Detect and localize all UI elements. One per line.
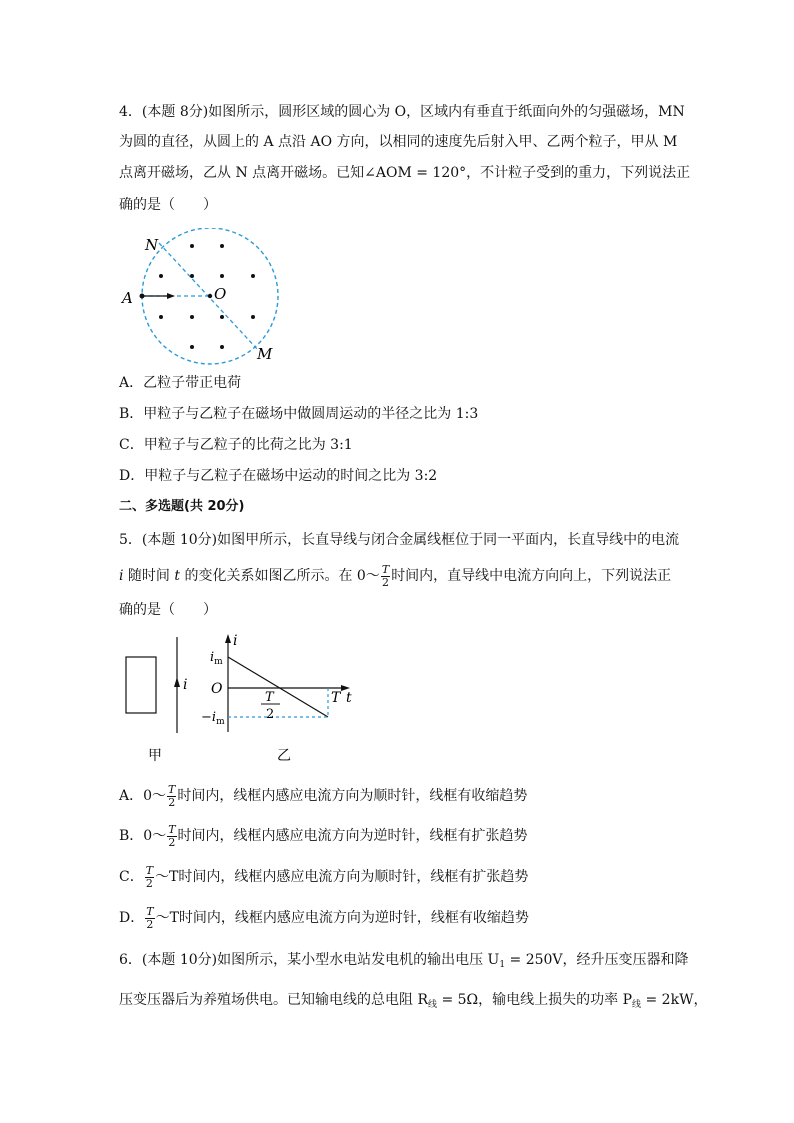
label-A: A: [122, 289, 133, 307]
q4-option-c: C．甲粒子与乙粒子的比荷之比为 3:1: [119, 437, 353, 453]
q5-line-2: i 随时间 t 的变化关系如图乙所示。在 0～ $\frac{T}{2}$ 时间内，直导线中电流方向向上，下列说法正: [119, 562, 672, 589]
figure-jia-caption: 甲: [148, 748, 162, 764]
q5-current-figure: [120, 632, 360, 767]
q4-option-b: B．甲粒子与乙粒子在磁场中做圆周运动的半径之比为 1:3: [119, 406, 479, 422]
im-tick-label: $i_m$: [210, 650, 223, 667]
half-T-numerator: T: [265, 690, 274, 705]
q5-option-c: C． $\frac{T}{2}$ ～T时间内，线框内感应电流方向为顺时针，线框有扩张趋势: [119, 863, 529, 890]
q4-magnetic-field-figure: [115, 228, 290, 368]
q5-line-1: 5．(本题 10分)如图甲所示，长直导线与闭合金属线框位于同一平面内，长直导线中的电流: [119, 532, 680, 548]
axis-i-label: i: [233, 633, 238, 649]
wire-current-label: i: [183, 677, 188, 693]
q4-line-1: 4．(本题 8分)如图所示，圆形区域的圆心为 O，区域内有垂直于纸面向外的匀强磁场，MN: [119, 104, 685, 120]
fraction-T-over-2: $\frac{T}{2}$: [381, 562, 390, 589]
section-heading-multiple-choice: 二、多选题(共 20分): [119, 499, 245, 514]
q4-line-3: 点离开磁场，乙从 N 点离开磁场。已知∠AOM = 120°，不计粒子受到的重力，下列说法正: [119, 165, 691, 181]
axis-t-label: t: [346, 690, 352, 706]
q4-line-4: 确的是（ ）: [119, 197, 217, 213]
label-M: M: [257, 345, 273, 363]
q4-line-2: 为圆的直径，从圆上的 A 点沿 AO 方向，以相同的速度先后射入甲、乙两个粒子，甲从 M: [119, 134, 678, 150]
origin-label: O: [211, 681, 223, 697]
figure-yi-caption: 乙: [277, 748, 291, 764]
half-T-denominator: 2: [266, 707, 275, 722]
neg-im-tick-label: $-i_m$: [201, 710, 225, 727]
q4-option-d: D．甲粒子与乙粒子在磁场中运动的时间之比为 3:2: [119, 468, 438, 484]
T-tick-label: T: [331, 690, 341, 706]
q5-line-3: 确的是（ ）: [119, 602, 217, 618]
q5-option-b: B．0～ $\frac{T}{2}$ 时间内，线框内感应电流方向为逆时针，线框有扩张趋势: [119, 822, 528, 849]
q6-line-1: 6．(本题 10分)如图所示，某小型水电站发电机的输出电压 $U_1 = 250V$，经升压变压器和降: [119, 952, 689, 970]
label-N: N: [145, 236, 159, 254]
q6-line-2: 压变压器后为养殖场供电。已知输电线的总电阻 $R_线 = 5\Omega$，输电线上损失的功率 $P_线 = 2kW$，: [119, 992, 708, 1010]
q4-option-a: A．乙粒子带正电荷: [119, 375, 242, 391]
q5-option-a: A．0～ $\frac{T}{2}$ 时间内，线框内感应电流方向为顺时针，线框有收缩趋势: [119, 782, 528, 809]
label-O: O: [214, 285, 227, 303]
q5-option-d: D． $\frac{T}{2}$ ～T时间内，线框内感应电流方向为逆时针，线框有收缩趋势: [119, 904, 529, 931]
